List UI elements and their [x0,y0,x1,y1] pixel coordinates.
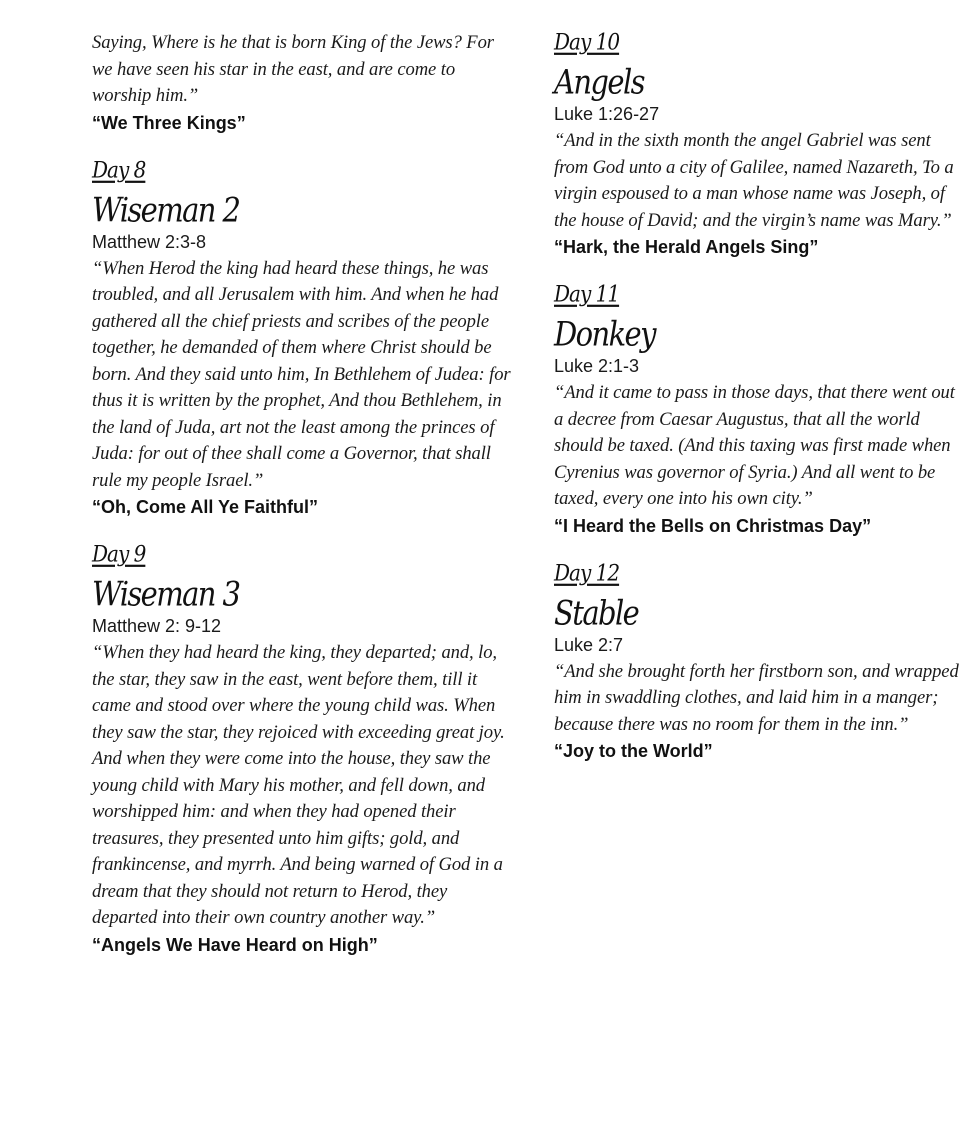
right-column [554,30,959,764]
day-9-passage: “When they had heard the king, they departed; and, lo, the star, they saw in the east, went before them, till it came and stood over where the young child was. When they saw the star, they rejoiced with exceeding great joy. And when they were come into the house, they saw the young child with Mary his mother, and fell down, and worshipped him: and when they had opened their treasures, they presented unto him gifts; gold, and frankincense, and myrrh. And being warned of God in a dream that they should not return to Herod, they departed into their own country another way.” [92,642,505,928]
day-8-song-title: “Oh, Come All Ye Faithful” [92,497,319,517]
day-8-reference: Matthew 2:3-8 [92,231,207,252]
day-12-label: Day 12 [554,559,620,586]
day-8-section [92,158,512,521]
day-10-theme: Angels [554,62,644,102]
day-12-reference: Luke 2:7 [554,634,624,655]
day-10-reference: Luke 1:26-27 [554,104,660,124]
day-12-passage: “And she brought forth her firstborn son, and wrapped him in swaddling clothes, and laid him in a manger; because there was no room for them in the inn.” [554,660,959,735]
day-9-section [92,542,512,958]
intro-section [92,30,512,136]
day-11-theme: Donkey [554,314,655,354]
day-10-passage: “And in the sixth month the angel Gabriel was sent from God unto a city of Galilee, named Nazareth, To a virgin espoused to a man whose name was Joseph, of the house of David; and the virgin’s name was Mary.” [554,130,954,231]
day-9-song-title: “Angels We Have Heard on High” [92,934,378,955]
day-11-label: Day 11 [554,280,620,307]
day-11-section [554,282,959,539]
day-8-theme: Wiseman 2 [92,189,240,230]
day-8-passage: “When Herod the king had heard these things, he was troubled, and all Jerusalem with him. And when he had gathered all the chief priests and scribes of the people together, he demanded of them where Christ should be born. And they said unto him, In Bethlehem of Judea: for thus it is written by the prophet, And thou Bethlehem, in the land of Juda, art not the least among the princes of Juda: for out of thee shall come a Governor, that shall rule my people Israel.” [92,257,511,491]
intro-passage: Saying, Where is he that is born King of the Jews? For we have seen his star in the east, and are come to worship him.” [92,32,494,106]
day-11-passage: “And it came to pass in those days, that there went out a decree from Caesar Augustus, that all the world should be taxed. (And this taxing was first made when Cyrenius was governor of Syria.) And all went to be taxed, every one into his own city.” [554,382,955,509]
day-9-reference: Matthew 2: 9-12 [92,616,222,636]
day-11-song-title: “I Heard the Bells on Christmas Day” [554,515,872,536]
day-10-label: Day 10 [554,28,620,55]
day-8-label: Day 8 [92,156,146,183]
day-12-section [554,561,959,765]
day-9-theme: Wiseman 3 [92,574,240,614]
day-10-song-title: “Hark, the Herald Angels Sing” [554,237,819,257]
intro-song-title: “We Three Kings” [92,112,246,133]
day-9-label: Day 9 [92,540,146,567]
left-column [92,30,512,958]
day-12-song-title: “Joy to the World” [554,741,713,761]
day-12-theme: Stable [554,592,639,633]
day-11-reference: Luke 2:1-3 [554,356,640,376]
day-10-section [554,30,959,260]
